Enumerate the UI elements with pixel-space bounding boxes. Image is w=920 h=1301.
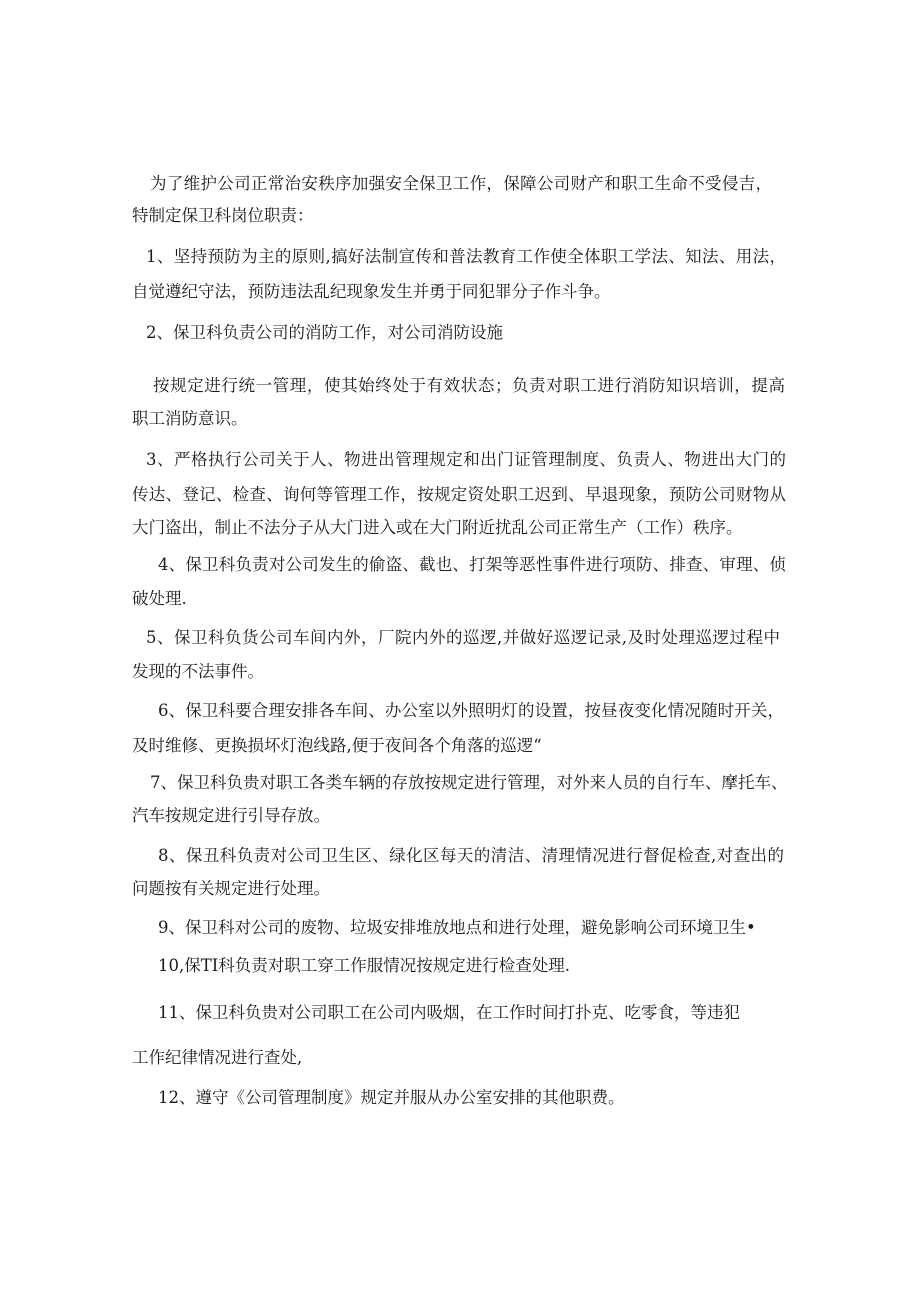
- intro-line-1: 为了维护公司正常治安秩序加强安全保卫工作，保障公司财产和职工生命不受侵吉，: [150, 174, 772, 193]
- item-2-line-3: 职工消防意识。: [132, 409, 248, 428]
- item-5-line-1: 5、保卫科负货公司车间内外，厂院内外的巡逻,并做好巡逻记录,及时处理巡逻过程中: [146, 628, 780, 647]
- item-2-line-1: 2、保卫科负责公司的消防工作，对公司消防设施: [146, 323, 503, 342]
- item-1-line-1: 1、坚持预防为主的原则,搞好法制宣传和普法教育工作使全体职工学法、知法、用法，: [146, 247, 786, 266]
- intro-line-2: 特制定保卫科岗位职责：: [132, 206, 314, 225]
- item-7-line-1: 7、保卫科负贵对职工各类车辆的存放按规定进行管理，对外来人员的自行车、摩托车、: [150, 773, 788, 792]
- item-5-line-2: 发现的不法事件。: [132, 662, 264, 681]
- item-11-line-1: 11、保卫科负贵对公司职工在公司内吸烟，在工作时间打扑克、吃零食，等违犯: [158, 1003, 740, 1022]
- item-6-line-2: 及时维修、更换损坏灯泡线路,便于夜间各个角落的巡逻“: [132, 736, 542, 755]
- item-4-line-2: 破处理.: [132, 589, 187, 608]
- item-3-line-1: 3、严格执行公司关于人、物进出管理规定和出门证管理制度、负责人、物进出大门的: [146, 450, 786, 469]
- item-10-line-1: 10,保TI科负责对职工穿工作服情况按规定进行检查处理.: [158, 956, 571, 975]
- item-8-line-1: 8、保丑科负责对公司卫生区、绿化区每天的清洁、清理情况进行督促检查,对查出的: [158, 846, 784, 865]
- item-8-line-2: 问题按有关规定进行处理。: [132, 879, 330, 898]
- item-6-line-1: 6、保卫科要合理安排各车间、办公室以外照明灯的设置，按昼夜变化情况随时开关，: [158, 701, 784, 720]
- item-7-line-2: 汽车按规定进行引导存放。: [132, 806, 330, 825]
- item-3-line-2: 传达、登记、检查、询何等管理工作，按规定资处职工迟到、早退现象，预防公司财物从: [132, 485, 786, 504]
- item-9-line-1: 9、保卫科对公司的废物、垃圾安排堆放地点和进行处理，避免影响公司环境卫生•: [158, 918, 756, 937]
- item-12-line-1: 12、遵守《公司管理制度》规定并服从办公室安排的其他职费。: [158, 1088, 625, 1107]
- item-11-line-2: 工作纪律情况进行查处,: [132, 1048, 303, 1067]
- item-4-line-1: 4、保卫科负责对公司发生的偷盗、截也、打架等恶性事件进行项防、排查、审理、侦: [158, 555, 786, 574]
- item-3-line-3: 大门盗出，制止不法分子从大门进入或在大门附近扰乱公司正常生产（工作）秩序。: [132, 518, 743, 537]
- item-1-line-2: 自觉遵纪守法，预防违法乱纪现象发生并勇于同犯罪分子作斗争。: [132, 282, 611, 301]
- item-2-line-2: 按规定进行统一管理，使其始终处于有效状态；负责对职工进行消防知识培训，提高: [153, 376, 785, 395]
